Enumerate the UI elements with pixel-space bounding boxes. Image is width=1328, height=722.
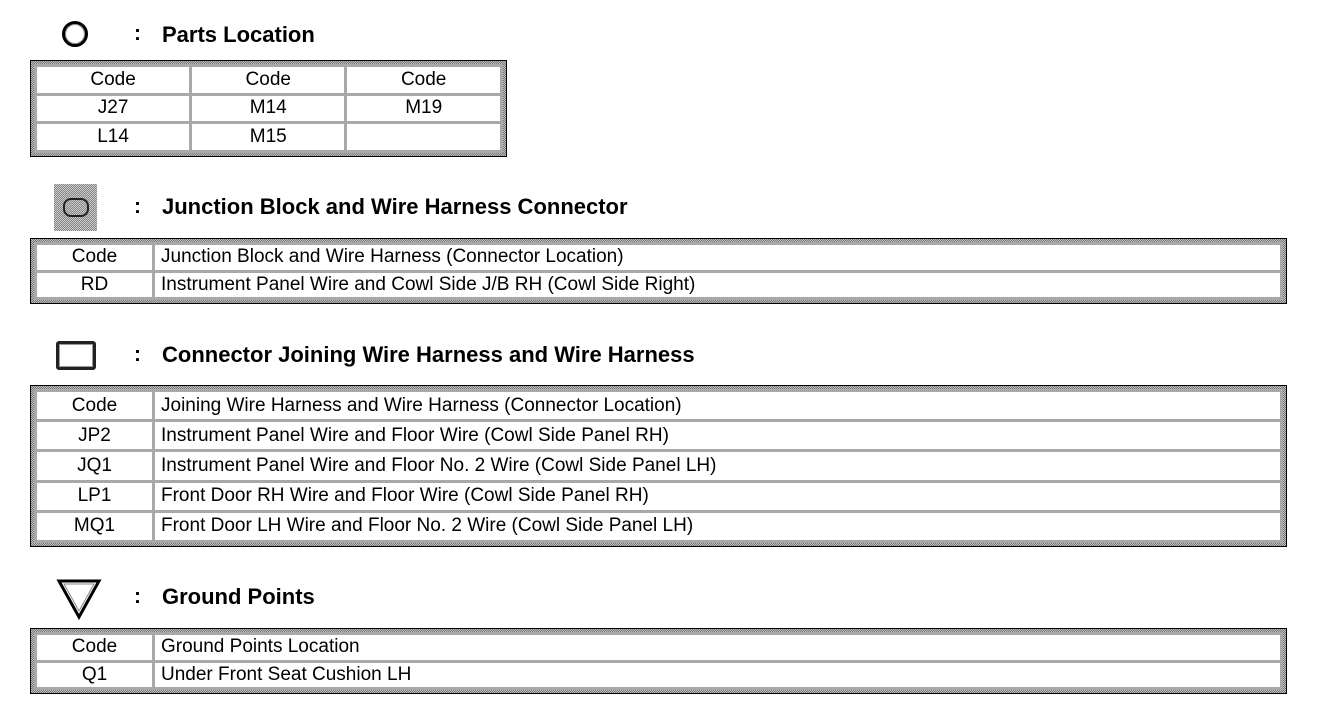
parts-location-title: Parts Location <box>162 22 315 47</box>
ground-points-colon: : <box>134 585 141 608</box>
connector-joining-colon: : <box>134 343 141 366</box>
connector-joining-table <box>34 389 1283 543</box>
ground-points-table <box>34 632 1283 690</box>
ground-points-title: Ground Points <box>162 584 315 609</box>
column-header-location: Joining Wire Harness and Wire Harness (Connector Location) <box>154 391 1282 421</box>
junction-block-title: Junction Block and Wire Harness Connector <box>162 194 628 219</box>
location-cell: Instrument Panel Wire and Floor No. 2 Wire (Cowl Side Panel LH) <box>154 451 1282 481</box>
column-header: Code <box>191 66 346 95</box>
code-cell: L14 <box>36 123 191 152</box>
table-header-row <box>36 244 1282 272</box>
table-row <box>36 511 1282 541</box>
connector-joining-title: Connector Joining Wire Harness and Wire Harness <box>162 342 695 367</box>
table-row <box>36 451 1282 481</box>
column-header-code: Code <box>36 634 154 662</box>
table-row <box>36 123 502 152</box>
junction-block-colon: : <box>134 195 141 218</box>
code-cell: RD <box>36 271 154 299</box>
table-row <box>36 94 502 123</box>
square-icon <box>56 341 96 370</box>
code-cell: M14 <box>191 94 346 123</box>
table-row <box>36 271 1282 299</box>
column-header-location: Junction Block and Wire Harness (Connector Location) <box>154 244 1282 272</box>
ground-points-table-frame <box>30 628 1287 694</box>
code-cell: M15 <box>191 123 346 152</box>
rounded-rect-shaded-icon <box>54 184 97 231</box>
code-cell: LP1 <box>36 481 154 511</box>
table-row <box>36 421 1282 451</box>
triangle-down-icon <box>56 578 102 620</box>
location-cell: Instrument Panel Wire and Cowl Side J/B RH (Cowl Side Right) <box>154 271 1282 299</box>
table-header-row <box>36 66 502 95</box>
junction-block-table <box>34 242 1283 300</box>
location-cell: Front Door RH Wire and Floor Wire (Cowl Side Panel RH) <box>154 481 1282 511</box>
table-row <box>36 661 1282 689</box>
code-cell: Q1 <box>36 661 154 689</box>
column-header: Code <box>346 66 502 95</box>
code-cell <box>346 123 502 152</box>
location-cell: Front Door LH Wire and Floor No. 2 Wire (Cowl Side Panel LH) <box>154 511 1282 541</box>
parts-location-table <box>34 64 503 153</box>
connector-joining-table-frame <box>30 385 1287 547</box>
parts-location-header <box>0 14 900 54</box>
code-cell: JQ1 <box>36 451 154 481</box>
code-cell: MQ1 <box>36 511 154 541</box>
column-header: Code <box>36 66 191 95</box>
location-cell: Under Front Seat Cushion LH <box>154 661 1282 689</box>
parts-location-table-frame <box>30 60 507 157</box>
table-row <box>36 481 1282 511</box>
table-header-row <box>36 391 1282 421</box>
code-cell: J27 <box>36 94 191 123</box>
parts-location-colon: : <box>134 22 141 45</box>
location-cell: Instrument Panel Wire and Floor Wire (Cowl Side Panel RH) <box>154 421 1282 451</box>
code-cell: JP2 <box>36 421 154 451</box>
circle-icon <box>62 21 88 47</box>
table-header-row <box>36 634 1282 662</box>
junction-block-table-frame <box>30 238 1287 304</box>
column-header-code: Code <box>36 391 154 421</box>
code-cell: M19 <box>346 94 502 123</box>
column-header-location: Ground Points Location <box>154 634 1282 662</box>
column-header-code: Code <box>36 244 154 272</box>
